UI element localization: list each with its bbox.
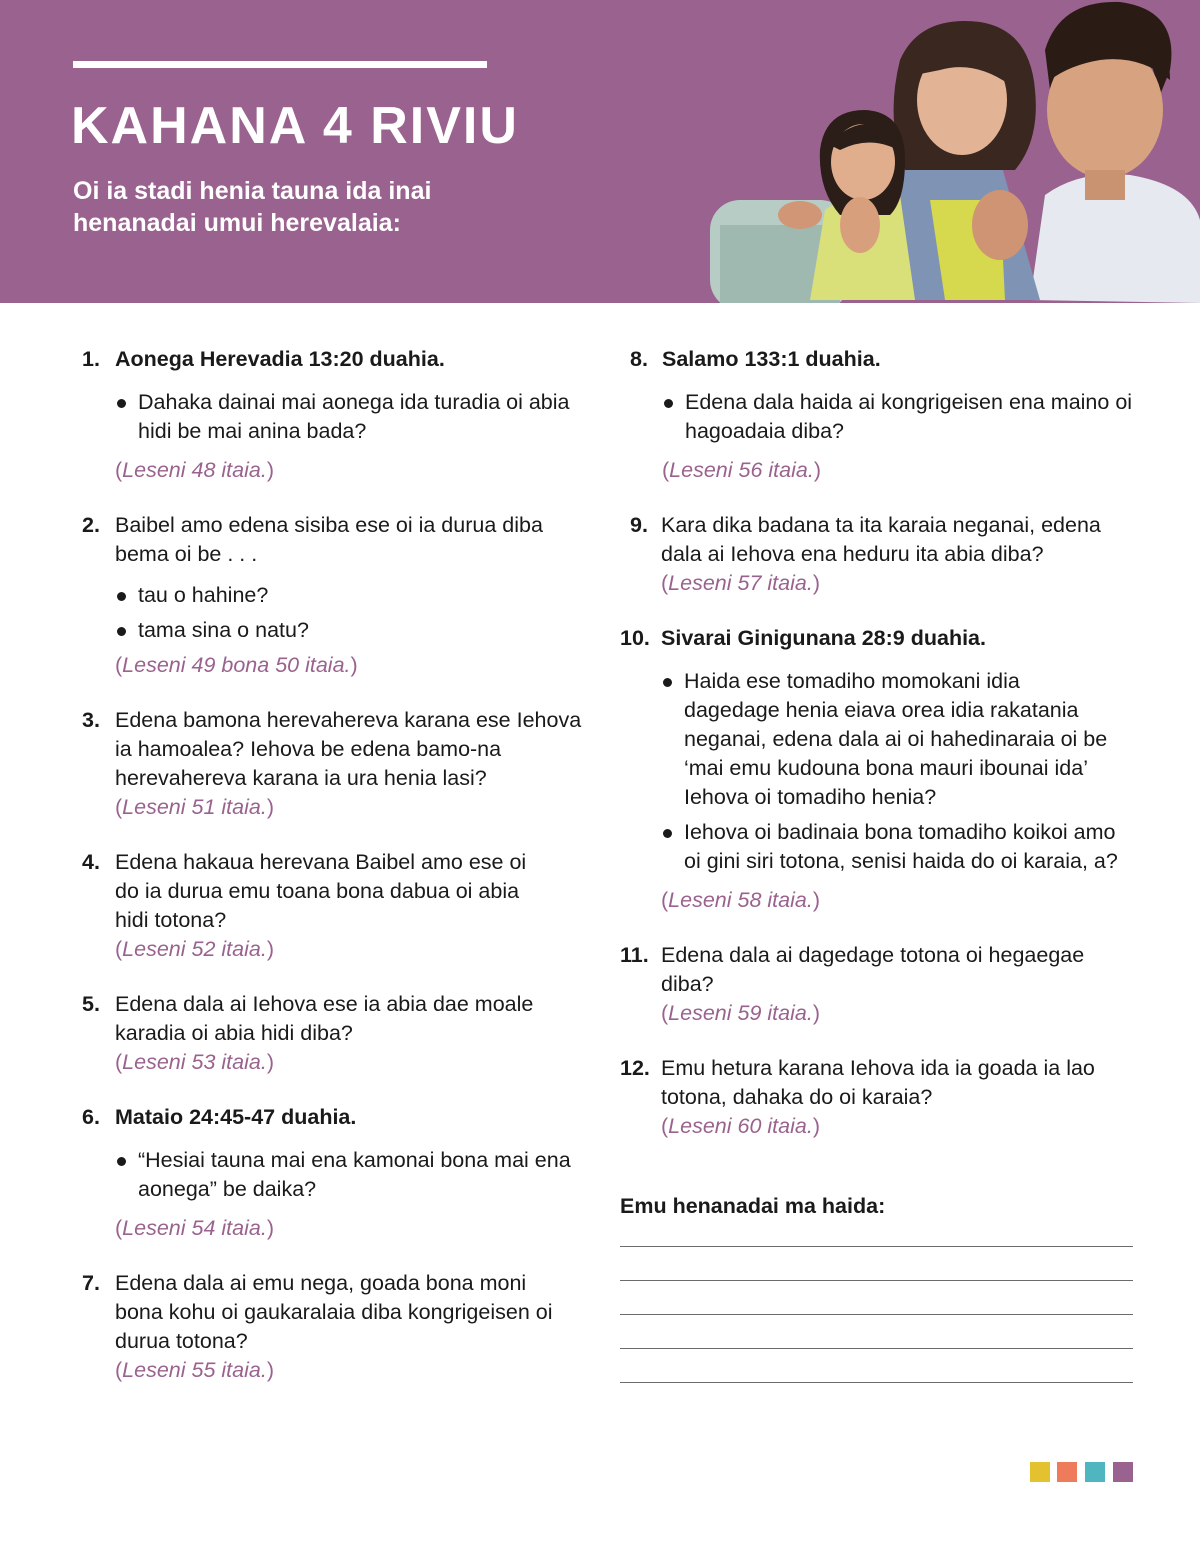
question-number: 5. xyxy=(82,992,100,1016)
reference-text: (Leseni 49 bona 50 itaia.) xyxy=(115,653,358,677)
question-number: 12. xyxy=(620,1056,650,1080)
question-bullet: Haida ese tomadiho momokani idia dagedage henia eiava orea idia rakatania neganai, edena dala ai oi hahedinaraia oi be ‘mai emu kudouna bona mauri ibounai ida’ Iehova oi tomadiho henia? xyxy=(661,667,1121,812)
question-item xyxy=(620,511,1140,598)
questions-left-column xyxy=(82,345,582,1385)
question-item xyxy=(82,345,582,485)
question-item xyxy=(620,1054,1140,1141)
question-number: 9. xyxy=(630,513,648,537)
question-item xyxy=(620,941,1140,1028)
question-item xyxy=(620,345,1140,485)
reference-text: (Leseni 59 itaia.) xyxy=(661,1001,820,1025)
question-number: 11. xyxy=(620,943,649,967)
question-item xyxy=(82,706,582,822)
question-bullet: Iehova oi badinaia bona tomadiho koikoi amo oi gini siri totona, senisi haida do oi karaia, a? xyxy=(661,818,1121,876)
question-bullet: Dahaka dainai mai aonega ida turadia oi abia hidi be mai anina bada? xyxy=(115,388,582,446)
page-subtitle: Oi ia stadi henia tauna ida inai henanadai umui herevalaia: xyxy=(73,177,432,237)
question-bullet: Edena dala haida ai kongrigeisen ena maino oi hagoadaia diba? xyxy=(662,388,1140,446)
note-line[interactable] xyxy=(620,1382,1133,1383)
reference-text: (Leseni 60 itaia.) xyxy=(661,1114,820,1138)
decor-square-teal xyxy=(1085,1462,1105,1482)
question-text: Edena dala ai dagedage totona oi hegaegae diba? xyxy=(661,943,1085,996)
question-title: Aonega Herevadia 13:20 duahia. xyxy=(115,347,445,371)
question-item xyxy=(82,848,582,964)
reference-text: (Leseni 54 itaia.) xyxy=(115,1216,274,1240)
question-number: 10. xyxy=(620,626,650,650)
question-text: Edena hakaua herevana Baibel amo ese oi do ia durua emu toana bona dabua oi abia hidi totona? xyxy=(115,850,527,932)
question-bullet: tama sina o natu? xyxy=(115,616,582,645)
question-bullet: “Hesiai tauna mai ena kamonai bona mai ena aonega” be daika? xyxy=(115,1146,582,1204)
reference-text: (Leseni 51 itaia.) xyxy=(115,795,274,819)
note-line[interactable] xyxy=(620,1280,1133,1281)
question-title: Salamo 133:1 duahia. xyxy=(662,347,881,371)
page-title: KAHANA 4 RIVIU xyxy=(71,97,519,155)
decor-square-orange xyxy=(1057,1462,1077,1482)
reference-text: (Leseni 48 itaia.) xyxy=(115,458,274,482)
question-number: 8. xyxy=(630,347,648,371)
question-number: 3. xyxy=(82,708,100,732)
reference-text: (Leseni 52 itaia.) xyxy=(115,937,274,961)
note-line[interactable] xyxy=(620,1314,1133,1315)
question-item xyxy=(82,511,582,680)
question-title: Sivarai Ginigunana 28:9 duahia. xyxy=(661,626,986,650)
header-rule xyxy=(73,61,487,68)
question-item xyxy=(620,624,1140,915)
question-item xyxy=(82,990,582,1077)
decor-square-purple xyxy=(1113,1462,1133,1482)
question-text: Kara dika badana ta ita karaia neganai, edena dala ai Iehova ena heduru ita abia diba? xyxy=(661,513,1101,566)
question-number: 1. xyxy=(82,347,100,371)
question-bullet: tau o hahine? xyxy=(115,581,582,610)
reference-text: (Leseni 53 itaia.) xyxy=(115,1050,274,1074)
question-text: Baibel amo edena sisiba ese oi ia durua diba bema oi be . . . xyxy=(115,513,543,566)
question-text: Emu hetura karana Iehova ida ia goada ia lao totona, dahaka do oi karaia? xyxy=(661,1056,1095,1109)
question-text: Edena bamona herevahereva karana ese Iehova ia hamoalea? Iehova be edena bamo-na herevahereva karana ia ura henia lasi? xyxy=(115,708,582,790)
question-text: Edena dala ai Iehova ese ia abia dae moale karadia oi abia hidi diba? xyxy=(115,992,534,1045)
note-line[interactable] xyxy=(620,1246,1133,1247)
question-number: 6. xyxy=(82,1105,100,1129)
question-item xyxy=(82,1103,582,1243)
question-number: 7. xyxy=(82,1271,100,1295)
decor-square-yellow xyxy=(1030,1462,1050,1482)
family-praying-illustration xyxy=(700,0,1200,303)
note-line[interactable] xyxy=(620,1348,1133,1349)
reference-text: (Leseni 55 itaia.) xyxy=(115,1358,274,1382)
question-number: 2. xyxy=(82,513,100,537)
notes-label: Emu henanadai ma haida: xyxy=(620,1194,886,1218)
header-banner xyxy=(0,0,1200,303)
question-text: Edena dala ai emu nega, goada bona moni bona kohu oi gaukaralaia diba kongrigeisen oi durua totona? xyxy=(115,1271,553,1353)
question-item xyxy=(82,1269,582,1385)
question-title: Mataio 24:45-47 duahia. xyxy=(115,1105,357,1129)
questions-right-column xyxy=(620,345,1140,1141)
reference-text: (Leseni 58 itaia.) xyxy=(661,888,820,912)
question-number: 4. xyxy=(82,850,100,874)
reference-text: (Leseni 57 itaia.) xyxy=(661,571,820,595)
reference-text: (Leseni 56 itaia.) xyxy=(662,458,821,482)
